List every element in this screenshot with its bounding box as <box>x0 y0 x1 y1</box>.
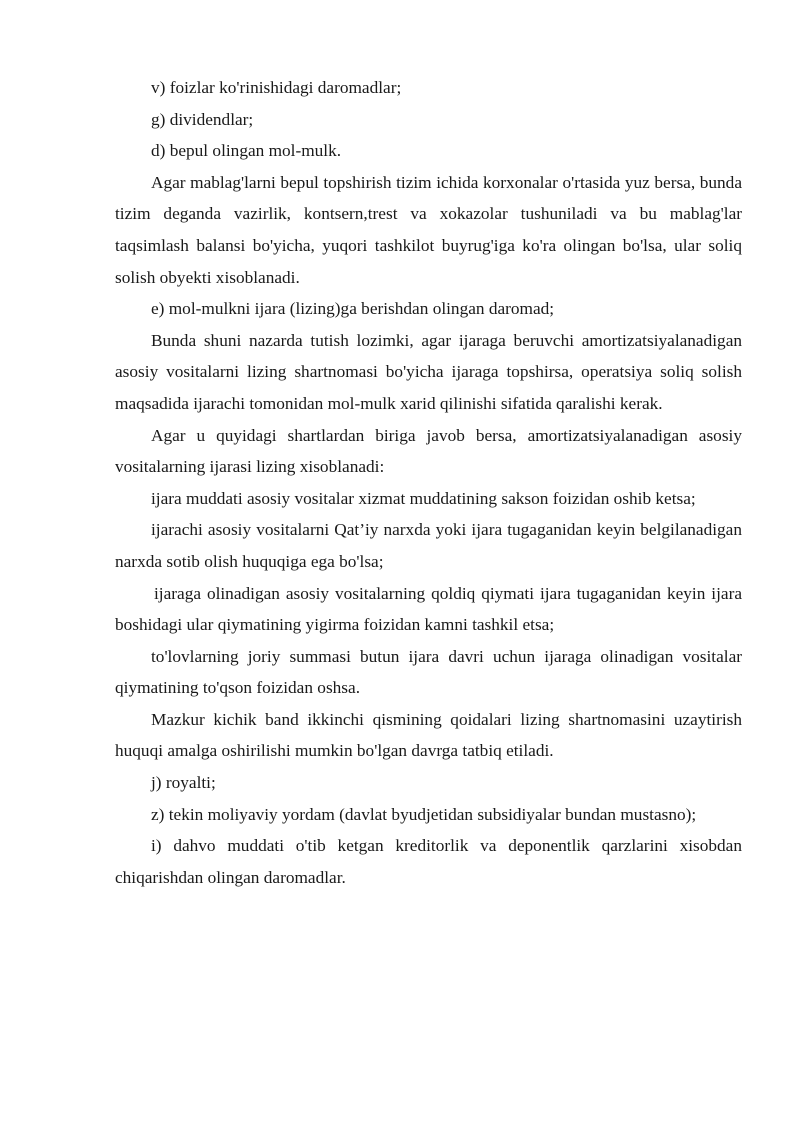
list-item-e: e) mol-mulkni ijara (lizing)ga berishdan olingan daromad; <box>151 299 555 319</box>
document-body <box>115 72 742 893</box>
list-item-d: d) bepul olingan mol-mulk. <box>151 141 342 161</box>
condition-residual-value: ijaraga olinadigan asosiy vositalarning qoldiq qiymati ijara tugaganidan keyin ijara boshidagi ular qiymatining yigirma foizidan kamni tashkil etsa; <box>115 583 742 635</box>
paragraph-leasing-conditions: Agar u quyidagi shartlardan biriga javob bersa, amortizatsiyalanadigan asosiy vositalarning ijarasi lizing xisoblanadi: <box>115 425 742 477</box>
list-item-v: v) foizlar ko'rinishidagi daromadlar; <box>151 78 402 97</box>
list-item-z: z) tekin moliyaviy yordam (davlat byudjetidan subsidiyalar bundan mustasno); <box>151 804 697 824</box>
paragraph-leasing-note: Bunda shuni nazarda tutish lozimki, agar ijaraga beruvchi amortizatsiyalanadigan asosiy vositalarni lizing shartnomasi bo'yicha ijaraga topshirsa, operatsiya soliq solish maqsadida ijarachi tomonidan mol-mulk xarid qilinishi sifatida qaralishi kerak. <box>115 330 742 413</box>
paragraph-extension: Mazkur kichik band ikkinchi qismining qoidalari lizing shartnomasini uzaytirish huquqi amalga oshirilishi mumkin bo'lgan davrga tatbiq etiladi. <box>115 709 742 761</box>
paragraph-free-transfer: Agar mablag'larni bepul topshirish tizim ichida korxonalar o'rtasida yuz bersa, bunda tizim deganda vazirlik, kontsern,trest va xokazolar tushuniladi va bu mablag'lar taqsimlash balansi bo'yicha, yuqori tashkilot buyrug'iga ko'ra olingan bo'lsa, ular soliq solish obyekti xisoblanadi. <box>115 172 742 287</box>
condition-payments: to'lovlarning joriy summasi butun ijara davri uchun ijaraga olinadigan vositalar qiymatining to'qson foizidan oshsa. <box>115 646 742 698</box>
list-item-i: i) dahvo muddati o'tib ketgan kreditorlik va deponentlik qarzlarini xisobdan chiqarishdan olingan daromadlar. <box>115 836 742 887</box>
condition-purchase-right: ijarachi asosiy vositalarni Qat’iy narxda yoki ijara tugaganidan keyin belgilanadigan narxda sotib olish huquqiga ega bo'lsa; <box>115 520 742 571</box>
list-item-g: g) dividendlar; <box>151 109 254 129</box>
list-item-j: j) royalti; <box>151 773 216 793</box>
condition-term: ijara muddati asosiy vositalar xizmat muddatining sakson foizidan oshib ketsa; <box>151 488 696 508</box>
